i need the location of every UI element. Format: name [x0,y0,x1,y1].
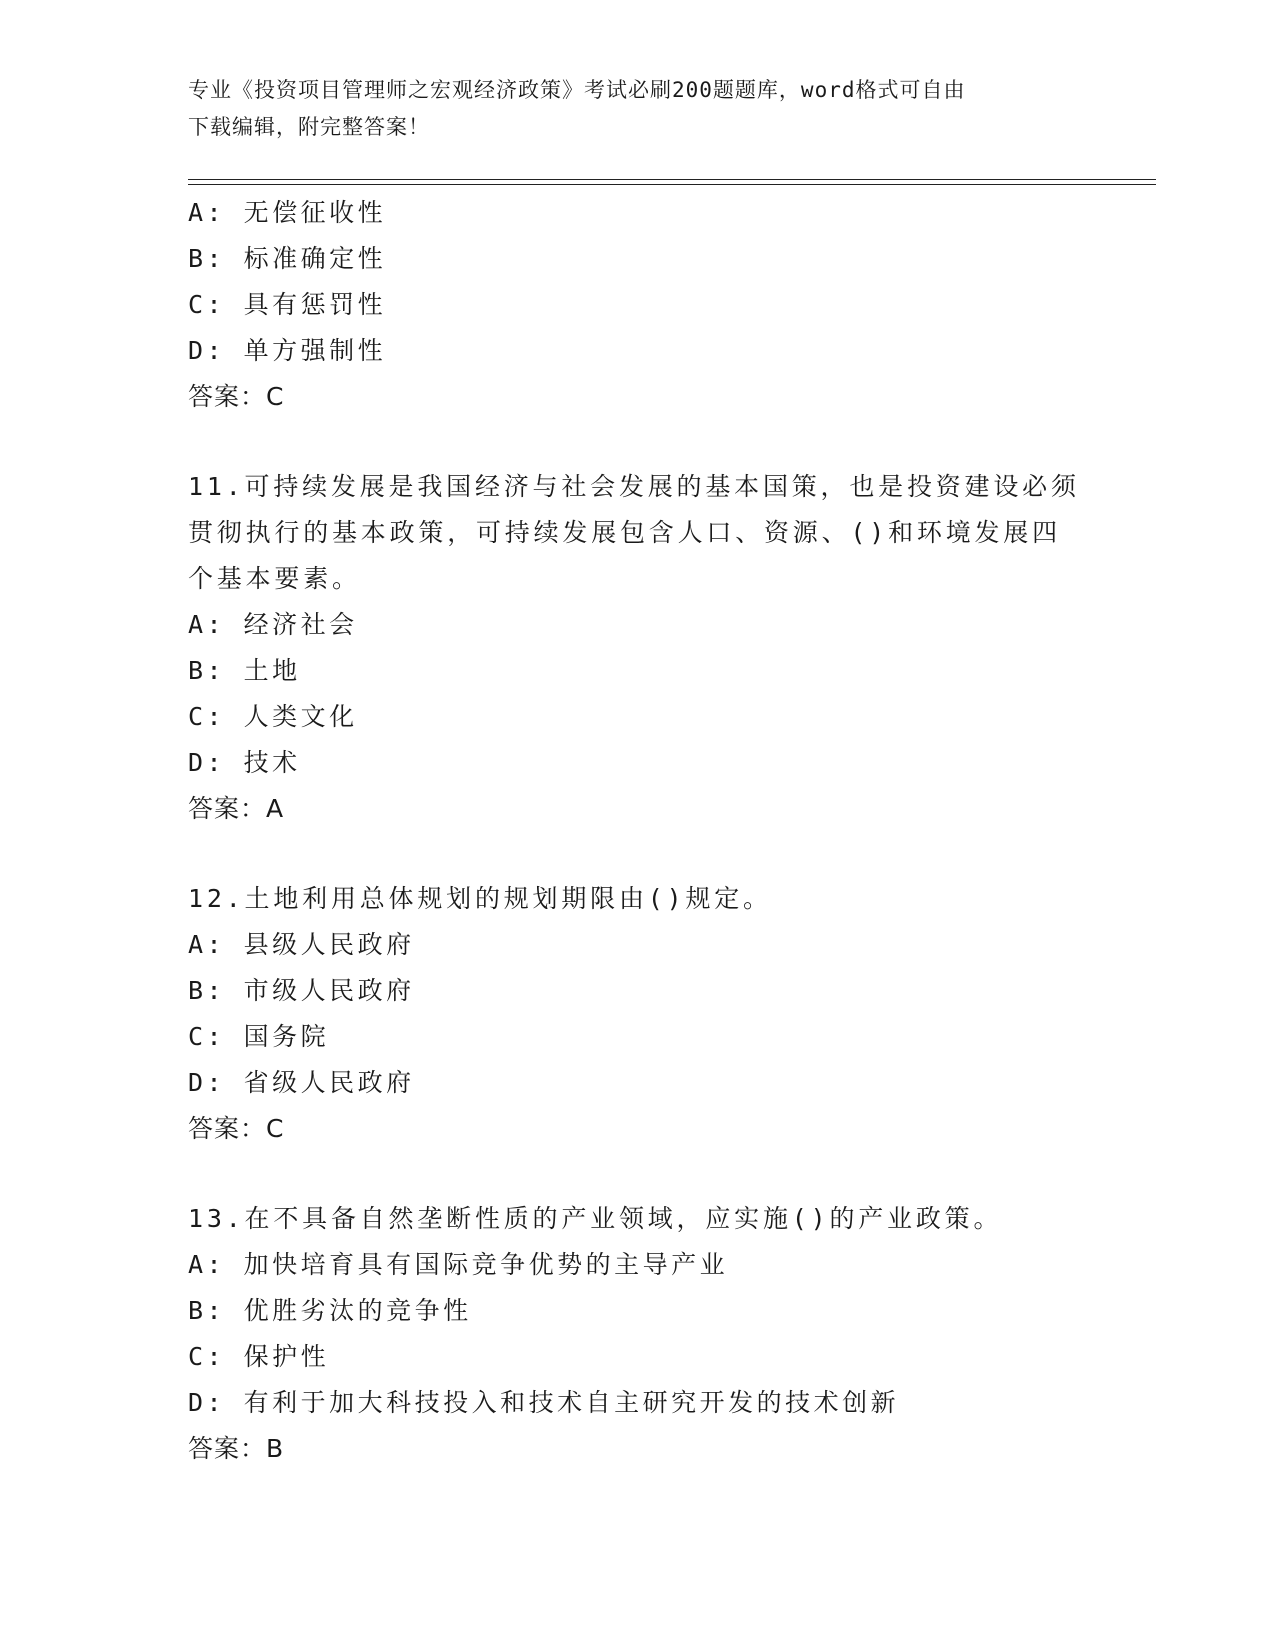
option-b: B: 标准确定性 [188,244,387,273]
option-a: A: 加快培育具有国际竞争优势的主导产业 [188,1250,729,1279]
option-c: C: 国务院 [188,1022,330,1051]
document-body [188,190,1088,1472]
header-divider-bottom [188,184,1156,185]
option-c: C: 保护性 [188,1342,330,1371]
question-spacer [188,1152,1088,1196]
question-stem [188,1196,1088,1242]
option-d: D: 技术 [188,748,301,777]
option-b: B: 优胜劣汰的竞争性 [188,1296,472,1325]
question-stem [188,464,1088,602]
option-d: D: 单方强制性 [188,336,387,365]
option-b: B: 土地 [188,656,301,685]
header-line-2: 下载编辑，附完整答案！ [188,115,430,139]
question-13 [188,1196,1088,1472]
document-header [188,72,1088,146]
header-line-1: 专业《投资项目管理师之宏观经济政策》考试必刷200题题库，word格式可自由 [188,78,966,102]
question-11 [188,464,1088,832]
question-spacer [188,420,1088,464]
question-spacer [188,832,1088,876]
stem-line: 11.可持续发展是我国经济与社会发展的基本国策，也是投资建设必须 [188,472,1080,501]
answer-line: 答案：B [188,1434,285,1463]
answer-line: 答案：C [188,1114,285,1143]
stem-line: 贯彻执行的基本政策，可持续发展包含人口、资源、()和环境发展四 [188,518,1061,547]
option-a: A: 无偿征收性 [188,198,387,227]
question-10-continued [188,190,1088,420]
header-divider-top [188,179,1156,180]
question-12 [188,876,1088,1152]
answer-line: 答案：C [188,382,285,411]
option-d: D: 有利于加大科技投入和技术自主研究开发的技术创新 [188,1388,900,1417]
option-c: C: 人类文化 [188,702,358,731]
stem-line: 13.在不具备自然垄断性质的产业领域，应实施()的产业政策。 [188,1204,1003,1233]
option-a: A: 县级人民政府 [188,930,415,959]
stem-line: 个基本要素。 [188,564,361,593]
question-stem [188,876,1088,922]
option-c: C: 具有惩罚性 [188,290,387,319]
option-a: A: 经济社会 [188,610,358,639]
option-b: B: 市级人民政府 [188,976,415,1005]
stem-line: 12.土地利用总体规划的规划期限由()规定。 [188,884,772,913]
option-d: D: 省级人民政府 [188,1068,415,1097]
answer-line: 答案：A [188,794,285,823]
